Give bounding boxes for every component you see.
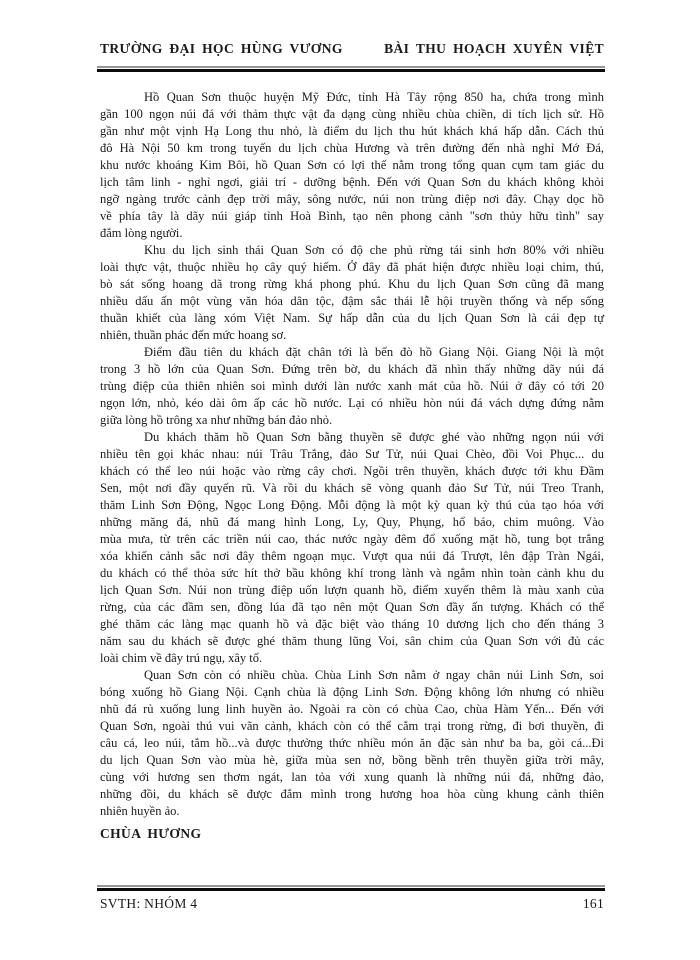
text-line: lịch Quan Sơn. Núi non trùng điệp uốn lượn quanh hồ, điểm xuyến thêm là màu xanh của xyxy=(100,583,604,597)
footer-rule-dark-band xyxy=(97,888,605,891)
paragraph xyxy=(100,429,604,667)
text-line: ghé thăm các làng mạc quanh hồ và đặc biệt vào tháng 10 dương lịch cho đến tháng 3 xyxy=(100,617,604,631)
text-line: loài chim về đây trú ngụ, xây tổ. xyxy=(100,651,263,665)
text-line: nhiên huyền ảo. xyxy=(100,804,180,818)
text-line: ngọn lớn, nhỏ, kéo dài ôm ấp các hồ nước. Lại có nhiều hòn núi đá vách dựng đứng nằm xyxy=(100,396,604,410)
text-line: Du khách thăm hồ Quan Sơn bằng thuyền sẽ được ghé vào những ngọn núi với xyxy=(144,430,604,444)
text-line: trùng điệp của thiên nhiên soi mình dưới làn nước xanh mát của hồ. Núi ở đây có tới 20 xyxy=(100,379,604,393)
paragraphs xyxy=(100,89,604,820)
text-line: giữa lòng hồ trông xa như những bán đảo nhỏ. xyxy=(100,413,333,427)
text-line: Quan Sơn, ngoài thú vui vãn cảnh, khách còn có thể cắm trại trong rừng, đi bơi thuyền, đi xyxy=(100,719,604,733)
paragraph xyxy=(100,344,604,429)
text-line: khu nước khoáng Kim Bôi, hồ Quan Sơn có lợi thế nằm trong tổng quan cụm tam giác du xyxy=(100,158,604,172)
text-line: nhiều dấu ấn một vùng văn hóa dân tộc, đậm sắc thái lễ hội truyền thống và nếp sống xyxy=(100,294,604,308)
section-heading: CHÙA HƯƠNG xyxy=(100,826,202,841)
text-line: những măng đá, nhũ đá mang hình Long, Ly, Quy, Phụng, hổ báo, chim muông. Vào xyxy=(100,515,604,529)
text-line: Quan Sơn còn có nhiều chùa. Chùa Linh Sơn nằm ở ngay chân núi Linh Sơn, soi xyxy=(144,668,604,682)
text-line: năm sau du khách sẽ được ghé thăm thung lũng Voi, sân chim của Quan Sơn với đủ các xyxy=(100,634,604,648)
footer-left-text: SVTH: NHÓM 4 xyxy=(100,896,198,911)
text-line: nhiều tên gọi khác nhau: núi Trâu Trắng, đảo Sư Tử, núi Quai Chèo, đồi Voi Phục... du xyxy=(100,447,604,461)
page-header xyxy=(100,41,604,57)
text-line: gần như một vịnh Hạ Long thu nhỏ, là điểm du lịch thu hút khách khá hấp dẫn. Cách thủ xyxy=(100,124,604,138)
text-line: thăm Linh Sơn Động, Ngọc Long Động. Mỗi động là một kỳ quan kỳ thú của tạo hóa với xyxy=(100,498,604,512)
header-left-text: TRƯỜNG ĐẠI HỌC HÙNG VƯƠNG xyxy=(100,41,343,56)
text-line: bò sát sống hoang dã trong rừng khá phong phú. Khu du lịch Quan Sơn cũng đã mang xyxy=(100,277,604,291)
text-line: Điểm đầu tiên du khách đặt chân tới là bến đò hồ Giang Nội. Giang Nội là một xyxy=(144,345,604,359)
header-rule-dark-band xyxy=(97,69,605,72)
text-line: đắm lòng người. xyxy=(100,226,183,240)
text-line: cùng với hương sen thơm ngát, lan tỏa với xung quanh là những núi đá, những đảo, xyxy=(100,770,604,784)
text-line: loài thực vật, thuộc nhiều họ cây quý hiếm. Ở đây đã phát hiện được nhiều loại chim, thú, xyxy=(100,260,604,274)
header-rule xyxy=(97,66,605,72)
text-line: gần 100 ngọn núi đá với thảm thực vật đa dạng cùng nhiều chùa chiền, di tích lịch sử. Hồ xyxy=(100,107,604,121)
text-line: du khách có thể thỏa sức hít thở bầu không khí trong lành và ngắm nhìn toàn cảnh khu du xyxy=(100,566,604,580)
text-line: câu cá, leo núi, tắm hồ...và được thưởng thức nhiều món ăn đặc sản như ba ba, gỏi cá...Đi xyxy=(100,736,604,750)
text-line: lịch tâm linh - nghỉ ngơi, giải trí - dưỡng bệnh. Đến với Quan Sơn du khách không khỏi xyxy=(100,175,604,189)
text-line: thuần khiết của làng xóm Việt Nam. Sự hấp dẫn của du lịch Quan Sơn là cái đẹp tự xyxy=(100,311,604,325)
text-line: những đồi, du khách sẽ được đắm mình trong hương hoa hòa cùng khung cảnh thiên xyxy=(100,787,604,801)
text-line: rừng, của các đầm sen, đồng lúa đã tạo nên một Quan Sơn đầy ấn tượng. Khách có thể xyxy=(100,600,604,614)
text-line: đô Hà Nội 50 km trong tuyến du lịch chùa Hương và trên đường đến nhà nghỉ Mớ Đá, xyxy=(100,141,604,155)
text-line: Sen, một nơi đầy quyến rũ. Và rồi du khách sẽ vòng quanh đảo Sư Tử, núi Treo Tranh, xyxy=(100,481,604,495)
text-line: khách có thể leo núi hoặc vào rừng cây chơi. Ngồi trên thuyền, khách được tới khu Đầm xyxy=(100,464,604,478)
text-line: bóng xuống hồ Giang Nội. Cạnh chùa là động Linh Sơn. Động không lớn nhưng có nhiều xyxy=(100,685,604,699)
text-line: Khu du lịch sinh thái Quan Sơn có độ che phủ rừng tái sinh hơn 80% với nhiều xyxy=(144,243,604,257)
text-line: xóa khiến cảnh sắc nơi đây thêm ngoạn mục. Vượt qua núi đá Trượt, lên đập Tràn Ngái, xyxy=(100,549,604,563)
header-right-text: BÀI THU HOẠCH XUYÊN VIỆT xyxy=(384,41,604,56)
text-line: ngỡ ngàng trước cảnh đẹp trời mây, sông nước, núi non trùng điệp nơi đây. Chạy dọc hồ xyxy=(100,192,604,206)
page-number: 161 xyxy=(582,896,604,911)
text-line: Hồ Quan Sơn thuộc huyện Mỹ Đức, tỉnh Hà Tây rộng 850 ha, chứa trong mình xyxy=(144,90,604,104)
text-line: du lịch Quan Sơn vào mùa hè, giữa mùa sen nở, bồng bềnh trên thuyền giữa trời mây, xyxy=(100,753,604,767)
text-line: nhũ đá rủ xuống lung linh huyền ảo. Ngoài ra còn có chùa Cao, chùa Hàm Yến... Đến với xyxy=(100,702,604,716)
footer-rule xyxy=(97,885,605,891)
paragraph xyxy=(100,242,604,344)
paragraph xyxy=(100,89,604,242)
text-line: nhiên, thuần phác đến mức hoang sơ. xyxy=(100,328,287,342)
paragraph xyxy=(100,667,604,820)
text-line: về phía tây là dãy núi giáp tỉnh Hoà Bình, tạo nên phong cảnh "sơn thủy hữu tình" say xyxy=(100,209,604,223)
page-footer xyxy=(100,896,604,912)
document-body xyxy=(100,89,604,820)
text-line: trong 3 hồ lớn của Quan Sơn. Đứng trên bờ, du khách đã nhìn thấy những dãy núi đá xyxy=(100,362,604,376)
text-line: mùa mưa, từ trên các triền núi cao, thác nước ngày đêm đổ xuống mặt hồ, tung bọt trắng xyxy=(100,532,604,546)
